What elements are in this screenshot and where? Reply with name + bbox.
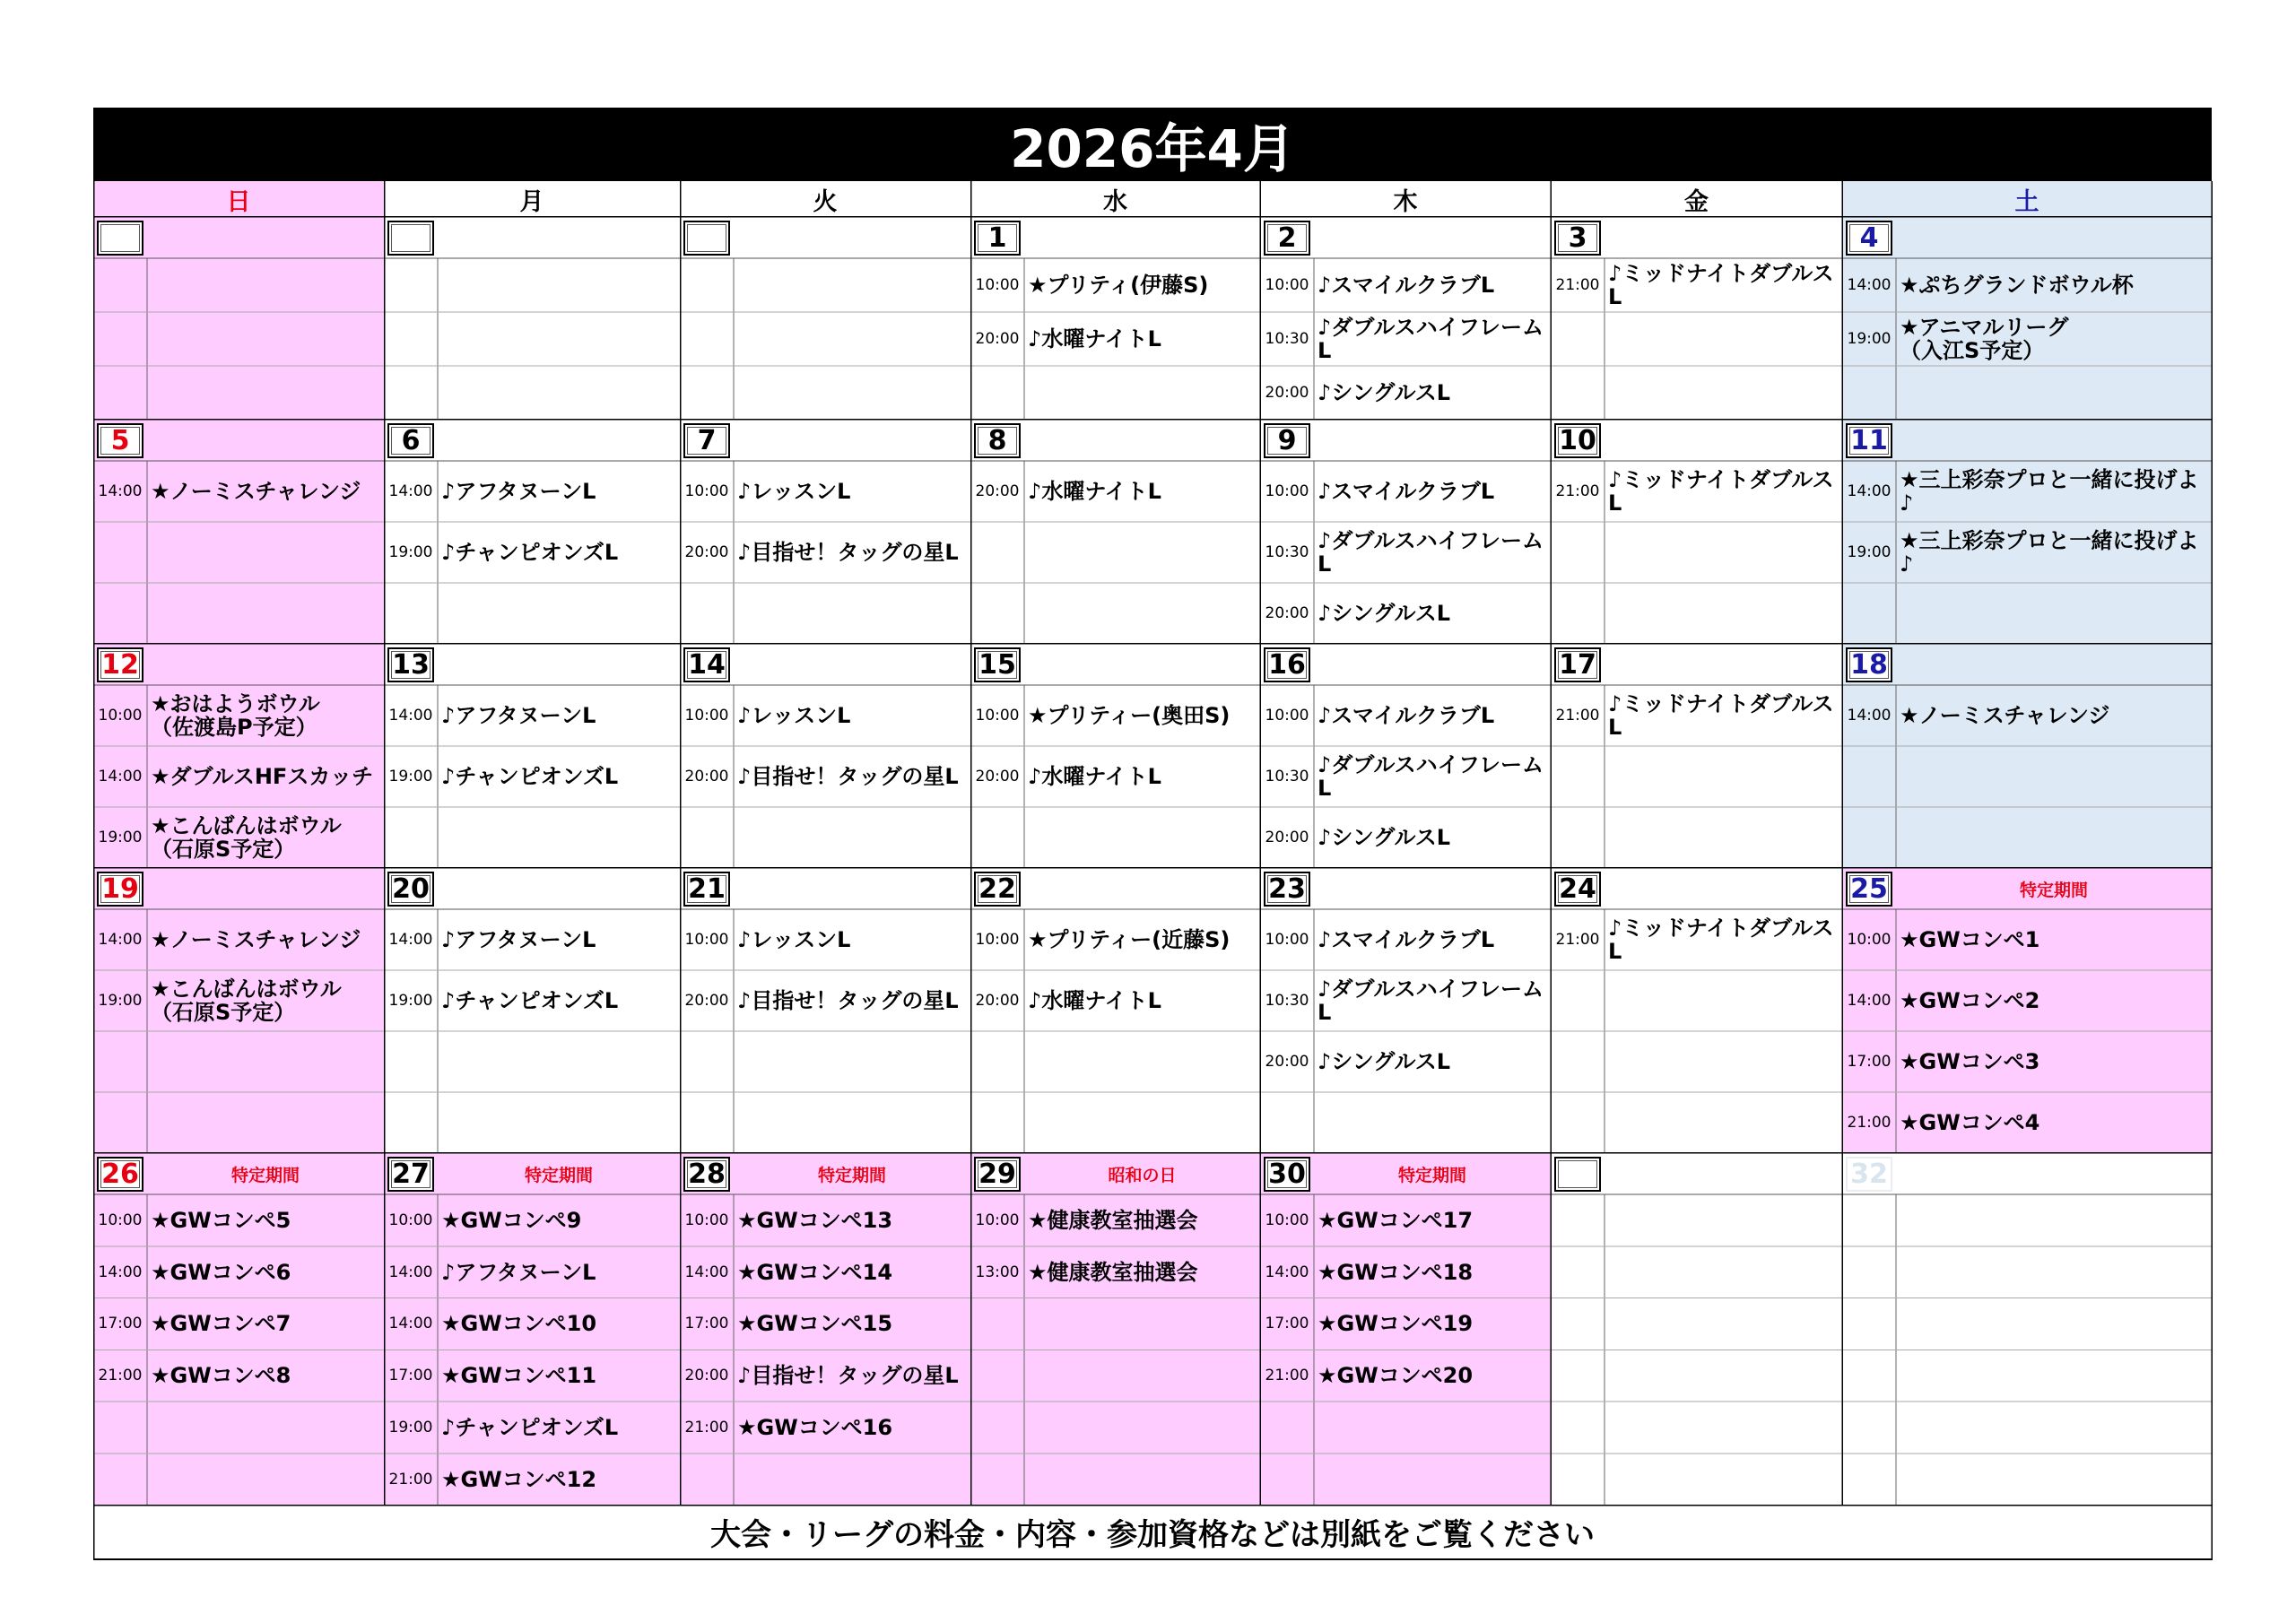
- day-cell[interactable]: [1842, 644, 2212, 868]
- day-note: 特定期間: [1397, 1165, 1466, 1185]
- day-number: 16: [1264, 647, 1310, 682]
- event-time: 14:00: [98, 931, 143, 949]
- day-number: 28: [683, 1157, 730, 1192]
- event-title[interactable]: ★プリティー(奥田S): [1028, 703, 1231, 728]
- event-title[interactable]: ★おはようボウル （佐渡島P予定）: [151, 691, 320, 740]
- event-time: 19:00: [1847, 330, 1892, 348]
- event-time: 14:00: [388, 1263, 433, 1281]
- weekday-header-4: 木: [1260, 181, 1551, 217]
- event-time: 10:30: [1265, 543, 1309, 561]
- day-number: 32: [1846, 1157, 1892, 1192]
- event-title[interactable]: ♪目指せ！タッグの星L: [737, 1363, 959, 1389]
- event-title[interactable]: ★GWコンペ17: [1318, 1207, 1474, 1233]
- weekday-header-0: 日: [93, 181, 384, 217]
- event-time: 10:00: [975, 1211, 1020, 1229]
- event-title[interactable]: ★アニマルリーグ （入江S予定）: [1900, 315, 2069, 363]
- event-title[interactable]: ★GWコンペ12: [441, 1466, 597, 1492]
- event-title[interactable]: ★ノーミスチャレンジ: [151, 479, 361, 504]
- event-title[interactable]: ♪シングルスL: [1318, 825, 1451, 850]
- event-title[interactable]: ♪水曜ナイトL: [1028, 326, 1161, 352]
- event-time: 20:00: [975, 330, 1020, 348]
- event-title[interactable]: ♪水曜ナイトL: [1028, 764, 1161, 789]
- event-title[interactable]: ★健康教室抽選会: [1028, 1207, 1198, 1233]
- event-title[interactable]: ★ノーミスチャレンジ: [1900, 703, 2110, 728]
- event-title[interactable]: ♪水曜ナイトL: [1028, 988, 1161, 1013]
- day-number: 6: [387, 423, 434, 458]
- event-time: 21:00: [388, 1470, 433, 1488]
- event-title[interactable]: ★三上彩奈プロと一緒に投げよ ♪: [1900, 467, 2199, 516]
- event-time: 20:00: [1265, 384, 1309, 402]
- event-title[interactable]: ♪ダブルスハイフレームL: [1318, 528, 1544, 577]
- event-time: 14:00: [1847, 992, 1892, 1010]
- weekday-header-3: 水: [970, 181, 1260, 217]
- event-title[interactable]: ♪アフタヌーンL: [441, 927, 596, 952]
- day-note: 特定期間: [817, 1165, 886, 1185]
- event-title[interactable]: ★プリティ(伊藤S): [1028, 273, 1209, 298]
- event-time: 10:00: [98, 1211, 143, 1229]
- event-title[interactable]: ★GWコンペ3: [1900, 1049, 2040, 1074]
- day-number: 5: [97, 423, 144, 458]
- day-number: 27: [387, 1157, 434, 1192]
- event-time: 10:30: [1265, 992, 1309, 1010]
- event-time: 20:00: [684, 543, 729, 561]
- event-title[interactable]: ★GWコンペ8: [151, 1363, 291, 1389]
- event-title[interactable]: ♪水曜ナイトL: [1028, 479, 1161, 504]
- event-title[interactable]: ★GWコンペ11: [441, 1363, 597, 1389]
- event-time: 14:00: [388, 1315, 433, 1333]
- event-time: 10:00: [684, 931, 729, 949]
- weekday-header-2: 火: [680, 181, 970, 217]
- event-title[interactable]: ♪ダブルスハイフレームL: [1318, 976, 1544, 1025]
- event-time: 21:00: [1555, 276, 1600, 294]
- event-time: 20:00: [975, 768, 1020, 785]
- event-time: 20:00: [1265, 1053, 1309, 1071]
- event-time: 20:00: [684, 1367, 729, 1385]
- event-time: 10:00: [1265, 931, 1309, 949]
- event-time: 19:00: [1847, 543, 1892, 561]
- event-title[interactable]: ★GWコンペ6: [151, 1259, 291, 1285]
- event-time: 20:00: [684, 768, 729, 785]
- day-note: 特定期間: [230, 1165, 300, 1185]
- event-time: 19:00: [98, 829, 143, 846]
- event-time: 19:00: [388, 1419, 433, 1437]
- day-number: 7: [683, 423, 730, 458]
- event-title[interactable]: ♪スマイルクラブL: [1318, 273, 1495, 298]
- event-title[interactable]: ★三上彩奈プロと一緒に投げよ ♪: [1900, 528, 2199, 577]
- event-title[interactable]: ★GWコンペ5: [151, 1207, 291, 1233]
- event-time: 21:00: [98, 1367, 143, 1385]
- day-number: 25: [1846, 872, 1892, 907]
- event-time: 14:00: [1847, 276, 1892, 294]
- event-time: 17:00: [388, 1367, 433, 1385]
- day-number: 13: [387, 647, 434, 682]
- day-number: 22: [974, 872, 1021, 907]
- event-title[interactable]: ♪ダブルスハイフレームL: [1318, 315, 1544, 363]
- event-title[interactable]: ★GWコンペ9: [441, 1207, 582, 1233]
- event-time: 17:00: [1265, 1315, 1309, 1333]
- event-time: 10:00: [1265, 482, 1309, 500]
- day-number: 11: [1846, 423, 1892, 458]
- event-title[interactable]: ♪スマイルクラブL: [1318, 927, 1495, 952]
- event-title[interactable]: ♪ミッドナイトダブルスL: [1608, 916, 1834, 964]
- calendar: [93, 108, 2212, 1567]
- event-title[interactable]: ♪レッスンL: [737, 927, 851, 952]
- event-title[interactable]: ★GWコンペ18: [1318, 1259, 1474, 1285]
- event-title[interactable]: ★こんばんはボウル （石原S予定）: [151, 813, 342, 862]
- day-number: 9: [1264, 423, 1310, 458]
- event-time: 14:00: [388, 931, 433, 949]
- event-title[interactable]: ★プリティー(近藤S): [1028, 927, 1231, 952]
- day-note: 特定期間: [2019, 880, 2088, 900]
- event-time: 10:00: [684, 1211, 729, 1229]
- day-number: 17: [1554, 647, 1601, 682]
- event-time: 21:00: [1555, 707, 1600, 725]
- event-time: 19:00: [388, 768, 433, 785]
- day-number: 10: [1554, 423, 1601, 458]
- day-number: 15: [974, 647, 1021, 682]
- day-number: 20: [387, 872, 434, 907]
- event-title[interactable]: ♪シングルスL: [1318, 1049, 1451, 1074]
- event-time: 14:00: [388, 482, 433, 500]
- event-time: 21:00: [1555, 931, 1600, 949]
- day-number: 21: [683, 872, 730, 907]
- event-title[interactable]: ♪レッスンL: [737, 479, 851, 504]
- event-time: 20:00: [975, 992, 1020, 1010]
- event-title[interactable]: ★GWコンペ13: [737, 1207, 893, 1233]
- event-time: 17:00: [1847, 1053, 1892, 1071]
- event-time: 21:00: [1555, 482, 1600, 500]
- event-time: 10:00: [975, 276, 1020, 294]
- day-number: [683, 221, 730, 256]
- day-number: [1554, 1157, 1601, 1192]
- event-time: 14:00: [388, 707, 433, 725]
- day-number: 3: [1554, 221, 1601, 256]
- day-number: [97, 221, 144, 256]
- event-time: 17:00: [98, 1315, 143, 1333]
- event-time: 10:00: [1265, 276, 1309, 294]
- event-time: 14:00: [1847, 482, 1892, 500]
- event-title[interactable]: ♪目指せ！タッグの星L: [737, 988, 959, 1013]
- event-time: 14:00: [98, 768, 143, 785]
- event-title[interactable]: ♪シングルスL: [1318, 380, 1451, 405]
- weekday-header-6: 土: [1842, 181, 2212, 217]
- day-number: 30: [1264, 1157, 1310, 1192]
- day-number: 8: [974, 423, 1021, 458]
- day-number: 29: [974, 1157, 1021, 1192]
- event-title[interactable]: ★GWコンペ16: [737, 1415, 893, 1441]
- event-title[interactable]: ♪シングルスL: [1318, 601, 1451, 626]
- event-title[interactable]: ★ぷちグランドボウル杯: [1900, 273, 2134, 298]
- event-time: 10:00: [98, 707, 143, 725]
- event-title[interactable]: ♪レッスンL: [737, 703, 851, 728]
- event-title[interactable]: ♪ミッドナイトダブルスL: [1608, 467, 1834, 516]
- event-title[interactable]: ★GWコンペ14: [737, 1259, 893, 1285]
- day-number: 19: [97, 872, 144, 907]
- day-number: 18: [1846, 647, 1892, 682]
- day-note: 特定期間: [524, 1165, 593, 1185]
- event-time: 10:00: [388, 1211, 433, 1229]
- event-time: 19:00: [98, 992, 143, 1010]
- event-time: 13:00: [975, 1263, 1020, 1281]
- event-title[interactable]: ♪チャンピオンズL: [441, 1415, 619, 1441]
- day-number: 23: [1264, 872, 1310, 907]
- event-title[interactable]: ★GWコンペ1: [1900, 927, 2040, 952]
- event-title[interactable]: ♪目指せ！タッグの星L: [737, 540, 959, 565]
- event-time: 10:00: [1847, 931, 1892, 949]
- event-title[interactable]: ★GWコンペ20: [1318, 1363, 1474, 1389]
- event-time: 20:00: [1265, 829, 1309, 846]
- event-title[interactable]: ♪ダブルスハイフレームL: [1318, 752, 1544, 801]
- day-number: 1: [974, 221, 1021, 256]
- event-time: 10:30: [1265, 768, 1309, 785]
- event-title[interactable]: ★GWコンペ10: [441, 1311, 597, 1337]
- event-time: 10:00: [684, 482, 729, 500]
- event-title[interactable]: ★健康教室抽選会: [1028, 1259, 1198, 1285]
- event-title[interactable]: ★こんばんはボウル （石原S予定）: [151, 976, 342, 1025]
- day-note: 昭和の日: [1108, 1165, 1177, 1185]
- event-title[interactable]: ★ノーミスチャレンジ: [151, 927, 361, 952]
- event-time: 10:00: [975, 707, 1020, 725]
- day-number: [387, 221, 434, 256]
- event-title[interactable]: ♪チャンピオンズL: [441, 988, 619, 1013]
- event-title[interactable]: ★GWコンペ19: [1318, 1311, 1474, 1337]
- day-number: 14: [683, 647, 730, 682]
- day-cell[interactable]: [1551, 1153, 1842, 1506]
- event-title[interactable]: ★GWコンペ15: [737, 1311, 893, 1337]
- event-time: 21:00: [684, 1419, 729, 1437]
- event-time: 19:00: [388, 543, 433, 561]
- event-time: 20:00: [1265, 604, 1309, 622]
- event-time: 21:00: [1847, 1114, 1892, 1132]
- footer-note: 大会・リーグの料金・内容・参加資格などは別紙をご覧ください: [710, 1517, 1595, 1554]
- event-title[interactable]: ♪ミッドナイトダブルスL: [1608, 691, 1834, 740]
- event-time: 14:00: [98, 482, 143, 500]
- event-title[interactable]: ♪アフタヌーンL: [441, 1259, 596, 1285]
- event-time: 21:00: [1265, 1367, 1309, 1385]
- event-title[interactable]: ★GWコンペ7: [151, 1311, 291, 1337]
- event-title[interactable]: ♪チャンピオンズL: [441, 764, 619, 789]
- event-title[interactable]: ★GWコンペ2: [1900, 988, 2040, 1013]
- day-number: 4: [1846, 221, 1892, 256]
- month-title: 2026年4月: [93, 108, 2212, 181]
- event-time: 14:00: [98, 1263, 143, 1281]
- event-title[interactable]: ♪目指せ！タッグの星L: [737, 764, 959, 789]
- event-time: 20:00: [975, 482, 1020, 500]
- event-title[interactable]: ♪チャンピオンズL: [441, 540, 619, 565]
- event-time: 10:00: [1265, 707, 1309, 725]
- day-number: 12: [97, 647, 144, 682]
- event-time: 14:00: [684, 1263, 729, 1281]
- day-number: 2: [1264, 221, 1310, 256]
- event-title[interactable]: ♪ミッドナイトダブルスL: [1608, 261, 1834, 309]
- event-time: 17:00: [684, 1315, 729, 1333]
- event-time: 19:00: [388, 992, 433, 1010]
- event-time: 20:00: [684, 992, 729, 1010]
- weekday-header-5: 金: [1551, 181, 1842, 217]
- event-title[interactable]: ♪スマイルクラブL: [1318, 479, 1495, 504]
- event-time: 10:00: [975, 931, 1020, 949]
- day-number: 26: [97, 1157, 144, 1192]
- day-cell[interactable]: [1842, 1153, 2212, 1506]
- day-number: 24: [1554, 872, 1601, 907]
- event-time: 10:30: [1265, 330, 1309, 348]
- weekday-header-1: 月: [384, 181, 680, 217]
- event-title[interactable]: ♪スマイルクラブL: [1318, 703, 1495, 728]
- event-time: 14:00: [1265, 1263, 1309, 1281]
- event-title[interactable]: ♪アフタヌーンL: [441, 479, 596, 504]
- event-time: 14:00: [1847, 707, 1892, 725]
- event-time: 10:00: [684, 707, 729, 725]
- event-time: 10:00: [1265, 1211, 1309, 1229]
- event-title[interactable]: ★GWコンペ4: [1900, 1110, 2040, 1135]
- event-title[interactable]: ♪アフタヌーンL: [441, 703, 596, 728]
- event-title[interactable]: ★ダブルスHFスカッチ: [151, 764, 374, 789]
